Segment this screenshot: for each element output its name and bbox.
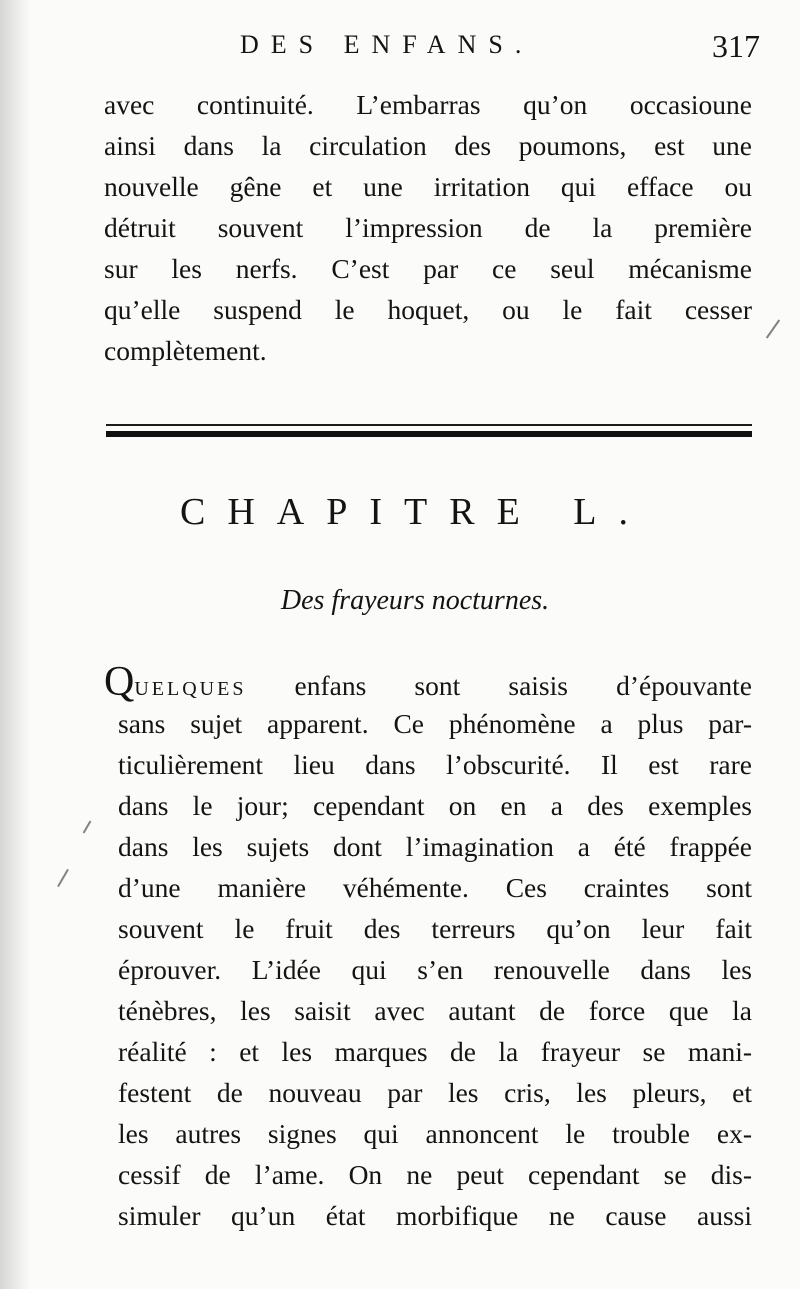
margin-mark [766,319,780,338]
text-line: avec continuité. L’embarras qu’on occasioune [104,89,752,120]
text-line: les autres signes qui annoncent le trouble ex- [118,1118,752,1149]
top-paragraph [104,84,752,371]
text-line: ténèbres, les saisit avec autant de force que la [118,995,752,1026]
running-head: DES ENFANS. [240,30,534,59]
chapter-subtitle: Des frayeurs nocturnes. [280,585,550,616]
text-line: souvent le fruit des terreurs qu’on leur fait [118,913,752,944]
text-line: cessif de l’ame. On ne peut cependant se dis- [118,1159,752,1190]
text-line: ainsi dans la circulation des poumons, est une [104,130,752,161]
first-line [104,659,752,705]
text-line: simuler qu’un état morbifique ne cause aussi [118,1200,752,1231]
margin-mark [83,820,92,833]
text-line: dans le jour; cependant on en a des exemples [118,790,752,821]
small-caps-word: UELQUES [134,678,247,700]
text-line: éprouver. L’idée qui s’en renouvelle dans les [118,954,752,985]
text-line: d’une manière véhémente. Ces craintes sont [118,872,752,903]
text-line: qu’elle suspend le hoquet, ou le fait cesser [104,294,752,325]
page-header [100,28,760,76]
text-line: sans sujet apparent. Ce phénomène a plus par- [118,708,752,739]
text-line: nouvelle gêne et une irritation qui efface ou [104,171,752,202]
text-line: ticulièrement lieu dans l’obscurité. Il est rare [118,749,752,780]
text-line: sur les nerfs. C’est par ce seul mécanisme [104,253,752,284]
section-rule-thin [106,424,752,426]
text-line: festent de nouveau par les cris, les pleurs, et [118,1077,752,1108]
chapter-title: CHAPITRE L. [180,491,650,533]
chapter-paragraph [104,659,752,1236]
text-line: complètement. [104,335,267,366]
page-number: 317 [712,28,760,64]
text-line: réalité : et les marques de la frayeur se mani- [118,1036,752,1067]
section-rule-thick [106,431,752,437]
text-line: détruit souvent l’impression de la première [104,212,752,243]
text-line: dans les sujets dont l’imagination a été frappée [118,831,752,862]
drop-cap: Q [104,659,135,705]
page-gutter-shadow [0,0,30,1289]
margin-mark [57,869,69,887]
first-line-text: enfans sont saisis d’épouvante [246,670,752,701]
